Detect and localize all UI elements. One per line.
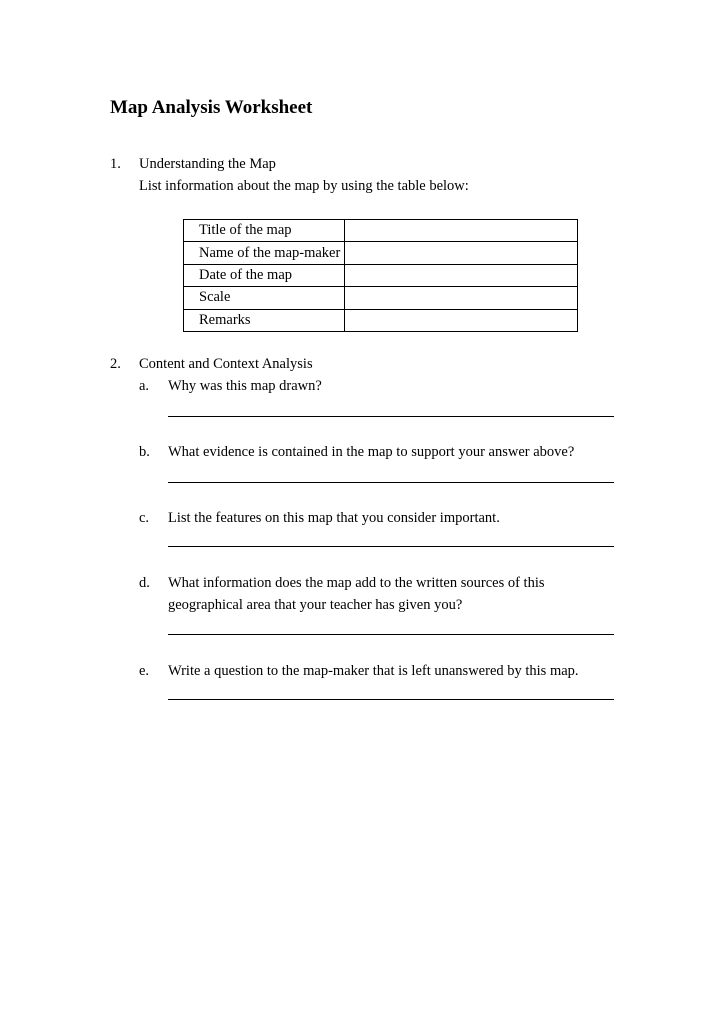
question-b-text: What evidence is contained in the map to support your answer above? [168,444,575,460]
question-d-text-continued: geographical area that your teacher has given you? [168,597,463,613]
map-info-table [183,219,578,332]
question-e-answer-line[interactable] [168,699,614,700]
section-1-heading: Understanding the Map [139,156,276,172]
question-d-letter: d. [139,575,150,591]
table-label-cell: Remarks [184,309,345,331]
question-d-answer-line[interactable] [168,634,614,635]
table-row [184,309,578,331]
table-row [184,287,578,309]
question-a-letter: a. [139,378,150,394]
table-row [184,264,578,286]
page-title: Map Analysis Worksheet [110,97,313,118]
section-1-instruction: List information about the map by using the table below: [139,178,469,194]
table-label-cell: Title of the map [184,220,345,242]
table-value-cell[interactable] [345,309,578,331]
question-c-text: List the features on this map that you consider important. [168,510,500,526]
question-e-letter: e. [139,663,150,679]
question-c-letter: c. [139,510,150,526]
question-e-text: Write a question to the map-maker that is left unanswered by this map. [168,663,579,679]
question-b-answer-line[interactable] [168,482,614,483]
table-value-cell[interactable] [345,264,578,286]
question-a-text: Why was this map drawn? [168,378,322,394]
table-row [184,242,578,264]
section-2-heading: Content and Context Analysis [139,356,313,372]
table-value-cell[interactable] [345,220,578,242]
question-d-text: What information does the map add to the written sources of this [168,575,545,591]
question-c-answer-line[interactable] [168,546,614,547]
table-value-cell[interactable] [345,242,578,264]
table-row [184,220,578,242]
table-label-cell: Date of the map [184,264,345,286]
table-value-cell[interactable] [345,287,578,309]
question-a-answer-line[interactable] [168,416,614,417]
section-2-number: 2. [110,356,121,372]
table-label-cell: Scale [184,287,345,309]
question-b-letter: b. [139,444,150,460]
section-1-number: 1. [110,156,121,172]
table-label-cell: Name of the map-maker [184,242,345,264]
